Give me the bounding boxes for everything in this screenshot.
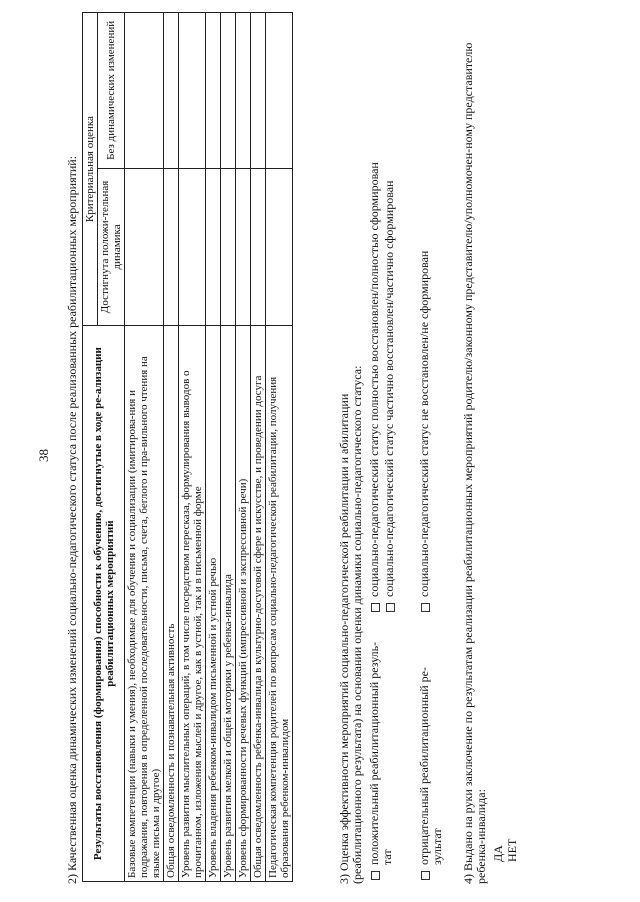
status-partially-restored-label: социально-педагогический статус частично восстановлен/частично сформирован [382, 180, 396, 597]
row-label: Общая осведомленность ребенка-инвалида в культурно-досуговой сфере и искусстве, и проведении досуга [251, 326, 266, 882]
checkbox-icon[interactable] [421, 871, 430, 880]
checkbox-icon[interactable] [421, 603, 430, 612]
negative-result-option[interactable] [418, 640, 444, 880]
checkbox-icon[interactable] [386, 603, 395, 612]
cell-positive[interactable] [266, 168, 293, 325]
cell-no-change[interactable] [266, 13, 293, 169]
row-label: Уровень развития мелкой и общей моторики у ребенка-инвалида [221, 326, 236, 882]
row-label: Уровень сформированности речевых функций (импрессивной и экспрессивной речи) [236, 326, 251, 882]
cell-positive[interactable] [221, 168, 236, 325]
status-fully-restored-label: социально-педагогический статус полностью восстановлен/полностью сформирован [367, 162, 381, 597]
header-no-changes: Без динамических изменений [98, 13, 125, 169]
cell-positive[interactable] [179, 168, 206, 325]
row-label: Уровень развития мыслительных операций, в том числе посредством пересказа, формулирования выводов о прочитанном, изложения мыслей и другое, как в устной, так и в письменной форме [179, 326, 206, 882]
table-row [266, 13, 293, 882]
table-row [236, 13, 251, 882]
table-row [206, 13, 221, 882]
answer-yes[interactable]: ДА [491, 845, 505, 862]
status-partially-restored-option[interactable] [383, 12, 396, 612]
section4-title: 4) Выдано на руки заключение по результатам реализации реабилитационных мероприятий родителю/законному представителю/уполномочен-ному представителю ребенка-инвалида: [461, 42, 488, 884]
results-table [82, 12, 293, 882]
header-results: Результаты восстановления (формирования) способности к обучению, достигнутые в ходе ре-ализации реабилитационных мероприятий [83, 326, 125, 882]
cell-no-change[interactable] [236, 13, 251, 169]
row-label: Базовые компетенции (навыки и умения), необходимые для обучения и социализации (имитирова-ния и подражания, повторения в определенной последовательности, письма, счета, беглого и пра-вильного чтения на языке письма и другое) [125, 326, 164, 882]
positive-result-label: положительный реабилитационный резуль-тат [367, 641, 394, 865]
cell-positive[interactable] [164, 168, 179, 325]
header-positive-dynamics: Достигнута положи-тельная динамика [98, 168, 125, 325]
table-row [164, 13, 179, 882]
header-criteria-group: Критериальная оценка [83, 13, 98, 326]
cell-no-change[interactable] [251, 13, 266, 169]
positive-result-option[interactable] [368, 640, 394, 880]
cell-positive[interactable] [125, 168, 164, 325]
checkbox-icon[interactable] [371, 603, 380, 612]
cell-no-change[interactable] [221, 13, 236, 169]
status-fully-restored-option[interactable] [368, 12, 381, 612]
status-not-restored-option[interactable] [418, 12, 431, 612]
row-label: Общая осведомленность и познавательная активность [164, 326, 179, 882]
status-not-restored-label: социально-педагогический статус не восстановлен/не сформирован [417, 250, 431, 597]
negative-result-label: отрицательный реабилитационный ре-зультат [417, 667, 444, 865]
table-row [251, 13, 266, 882]
table-row [125, 13, 164, 882]
section2-title: 2) Качественная оценка динамических изменений социально-педагогического статуса после реализованных реабилитационных мероприятий: [65, 155, 79, 884]
table-row [179, 13, 206, 882]
answer-no[interactable]: НЕТ [505, 838, 519, 862]
page-number: 38 [36, 449, 51, 462]
row-label: Педагогическая компетенция родителей по вопросам социально-педагогической реабилитации, получения образования ребенком-инвалидом [266, 326, 293, 882]
row-label: Уровень владения ребенком-инвалидом письменной и устной речью [206, 326, 221, 882]
table-row [221, 13, 236, 882]
cell-no-change[interactable] [164, 13, 179, 169]
section3-title: 3) Оценка эффективности мероприятий социально-педагогической реабилитации и абилитации (реабилитационного результата) на основании оценки динамики социально-педагогического статуса: [337, 365, 364, 884]
cell-no-change[interactable] [206, 13, 221, 169]
cell-no-change[interactable] [125, 13, 164, 169]
checkbox-icon[interactable] [371, 871, 380, 880]
cell-positive[interactable] [251, 168, 266, 325]
cell-no-change[interactable] [179, 13, 206, 169]
cell-positive[interactable] [206, 168, 221, 325]
cell-positive[interactable] [236, 168, 251, 325]
